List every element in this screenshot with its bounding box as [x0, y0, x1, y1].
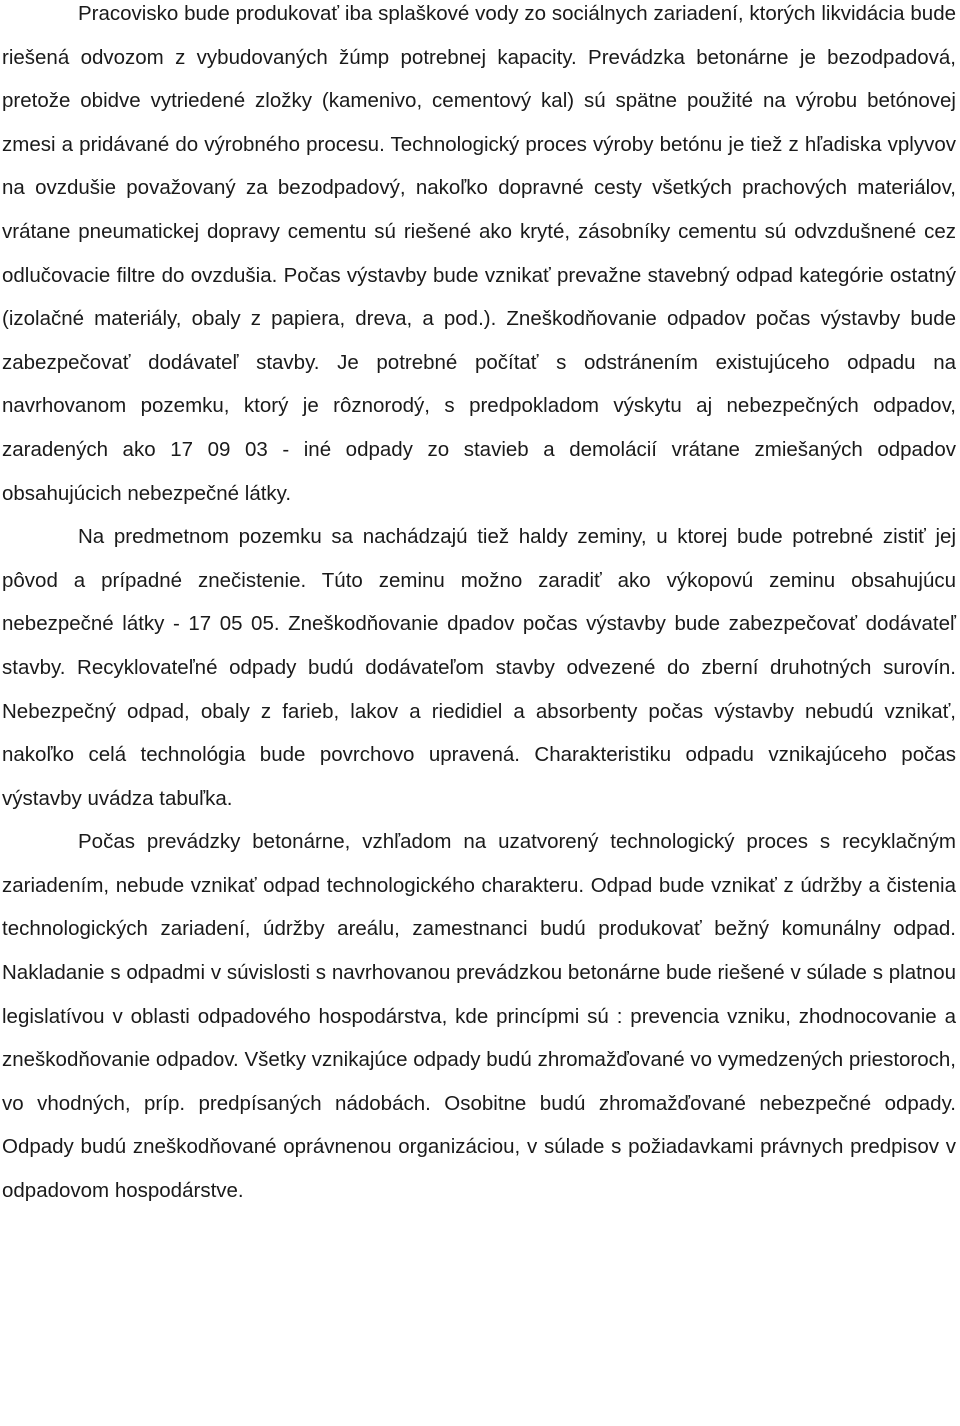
paragraph-2: Na predmetnom pozemku sa nachádzajú tiež haldy zeminy, u ktorej bude potrebné zistiť jej pôvod a prípadné znečistenie. Túto zeminu možno zaradiť ako výkopovú zeminu obsahujúcu nebezpečné látky - 17 05 05. Zneškodňovanie dpadov počas výstavby bude zabezpečovať dodávateľ stavby. Recyklovateľné odpady budú dodávateľom stavby odvezené do zberní druhotných surovín. Nebezpečný odpad, obaly z farieb, lakov a riedidiel a absorbenty počas výstavby nebudú vznikať, nakoľko celá technológia bude povrchovo upravená. Charakteristiku odpadu vznikajúceho počas výstavby uvádza tabuľka.	[2, 525, 956, 810]
paragraph-1: Pracovisko bude produkovať iba splaškové vody zo sociálnych zariadení, ktorých likvidácia bude riešená odvozom z vybudovaných žúmp potrebnej kapacity. Prevádzka betonárne je bezodpadová, pretože obidve vytriedené zložky (kamenivo, cementový kal) sú spätne použité na výrobu betónovej zmesi a pridávané do výrobného procesu. Technologický proces výroby betónu je tiež z hľadiska vplyvov na ovzdušie považovaný za bezodpadový, nakoľko dopravné cesty všetkých prachových materiálov, vrátane pneumatickej dopravy cementu sú riešené ako kryté, zásobníky cementu sú odvzdušnené cez odlučovacie filtre do ovzdušia. Počas výstavby bude vznikať prevažne stavebný odpad kategórie ostatný (izolačné materiály, obaly z papiera, dreva, a pod.). Zneškodňovanie odpadov počas výstavby bude zabezpečovať dodávateľ stavby. Je potrebné počítať s odstránením existujúceho odpadu na navrhovanom pozemku, ktorý je rôznorodý, s predpokladom výskytu aj nebezpečných odpadov, zaradených ako 17 09 03 - iné odpady zo stavieb a demolácií vrátane zmiešaných odpadov obsahujúcich nebezpečné látky.	[2, 2, 956, 505]
paragraph-3: Počas prevádzky betonárne, vzhľadom na uzatvorený technologický proces s recyklačným zariadením, nebude vznikať odpad technologického charakteru. Odpad bude vznikať z údržby a čistenia technologických zariadení, údržby areálu, zamestnanci budú produkovať bežný komunálny odpad. Nakladanie s odpadmi v súvislosti s navrhovanou prevádzkou betonárne bude riešené v súlade s platnou legislatívou v oblasti odpadového hospodárstva, kde princípmi sú : prevencia vzniku, zhodnocovanie a zneškodňovanie odpadov. Všetky vznikajúce odpady budú zhromažďované vo vymedzených priestoroch, vo vhodných, príp. predpísaných nádobách. Osobitne budú zhromažďované nebezpečné odpady. Odpady budú zneškodňované oprávnenou organizáciou, v súlade s požiadavkami právnych predpisov v odpadovom hospodárstve.	[2, 830, 956, 1203]
